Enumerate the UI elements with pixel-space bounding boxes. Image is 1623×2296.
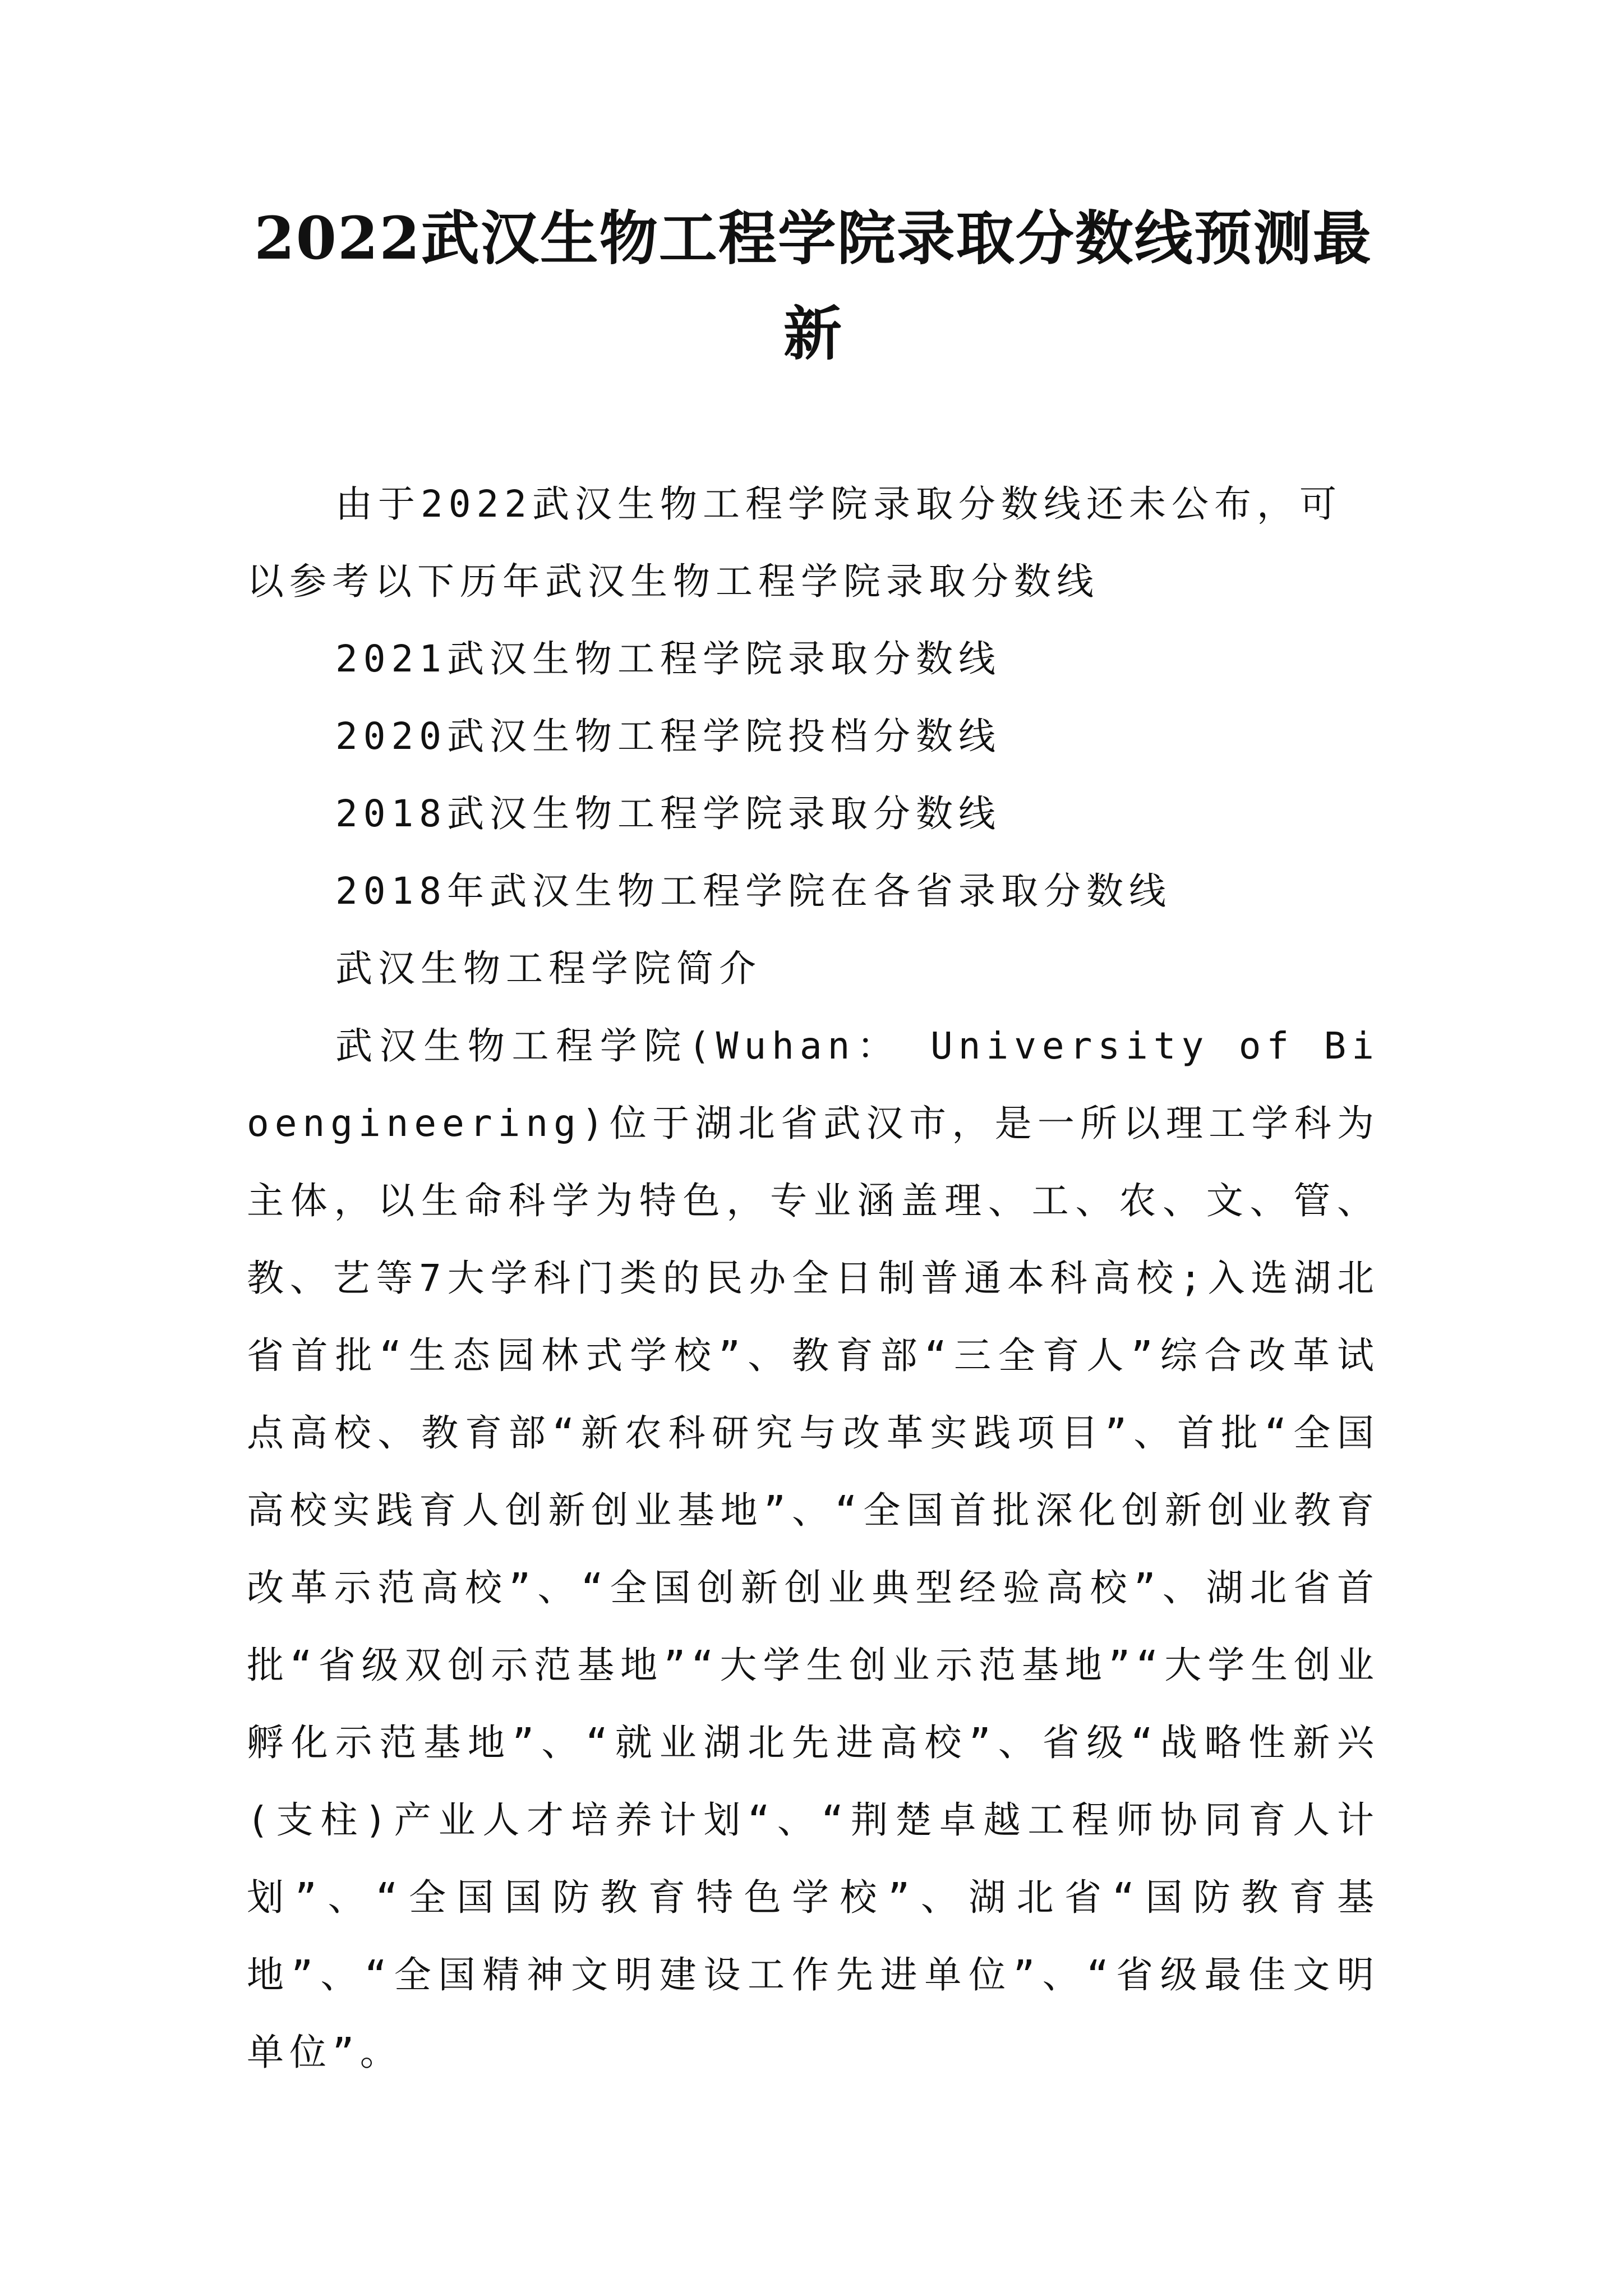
list-item-2021-scores: 2021武汉生物工程学院录取分数线 [335,637,1001,680]
introduction-paragraph: 武汉生物工程学院(Wuhan： University of Bioengineering)位于湖北省武汉市，是一所以理工学科为主体，以生命科学为特色，专业涵盖理、工、农、文、管、教、艺等7大学科门类的民办全日制普通本科高校;入选湖北省首批“生态园林式学校”、教育部“三全育人”综合改革试点高校、教育部“新农科研究与改革实践项目”、首批“全国高校实践育人创新创业基地”、“全国首批深化创新创业教育改革示范高校”、“全国创新创业典型经验高校”、湖北省首批“省级双创示范基地”“大学生创业示范基地”“大学生创业孵化示范基地”、“就业湖北先进高校”、省级“战略性新兴(支柱)产业人才培养计划“、“荆楚卓越工程师协同育人计划”、“全国国防教育特色学校”、湖北省“国防教育基地”、“全国精神文明建设工作先进单位”、“省级最佳文明单位”。 [247,1024,1380,2074]
list-item-2018-province-scores: 2018年武汉生物工程学院在各省录取分数线 [335,869,1172,913]
document-title [247,191,1380,381]
section-heading-introduction: 武汉生物工程学院简介 [335,947,762,990]
list-item-2018-scores: 2018武汉生物工程学院录取分数线 [335,792,1001,835]
opening-paragraph: 由于2022武汉生物工程学院录取分数线还未公布，可以参考以下历年武汉生物工程学院录取分数线 [247,482,1342,603]
document-body [247,466,1380,2091]
title-line-1: 2022武汉生物工程学院录取分数线预测最 [254,204,1372,273]
list-item-2020-scores: 2020武汉生物工程学院投档分数线 [335,715,1001,758]
title-line-2: 新 [783,299,843,368]
